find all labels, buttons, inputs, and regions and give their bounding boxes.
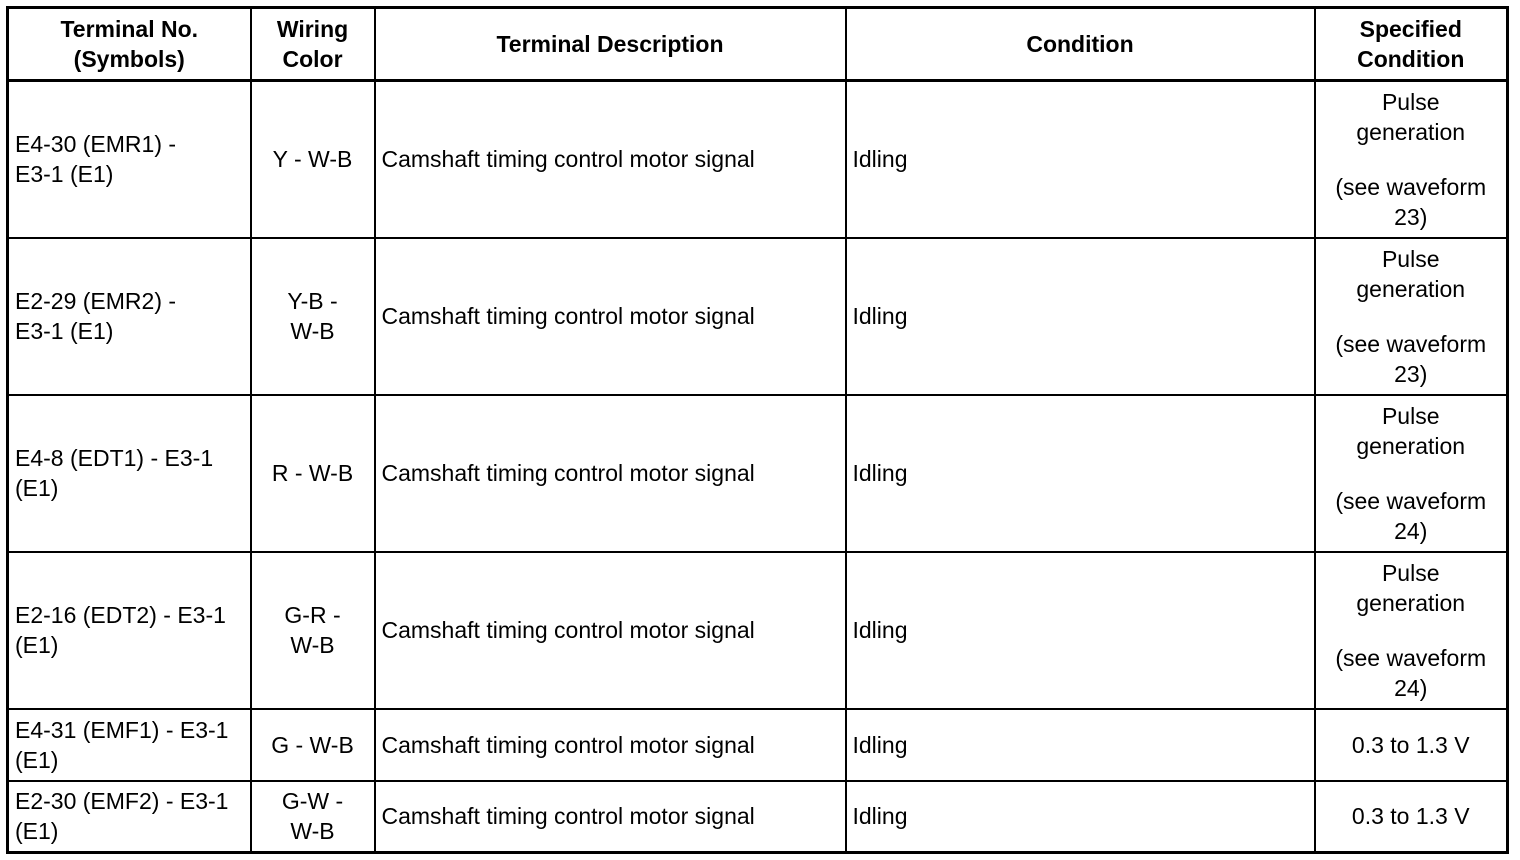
terminal-line2: (E1): [15, 632, 59, 658]
spec-line3: (see waveform: [1335, 644, 1487, 671]
spec-gap: [1322, 618, 1501, 643]
spec-line1: Pulse: [1381, 559, 1440, 586]
header-specified-line2: Condition: [1357, 46, 1465, 72]
terminal-cell: [8, 709, 251, 781]
terminal-cell: [8, 552, 251, 709]
wiring-cell: [251, 709, 375, 781]
description-cell: Camshaft timing control motor signal: [375, 552, 846, 709]
spec-gap: [1322, 147, 1501, 172]
terminal-cell: [8, 781, 251, 853]
terminal-line2: (E1): [15, 746, 59, 773]
spec-line4: 23): [1394, 203, 1428, 230]
table-row: [8, 709, 1508, 781]
spec-line1: Pulse: [1381, 88, 1440, 115]
header-wiring-color-line1: Wiring: [276, 16, 349, 42]
terminal-line1: E4-8 (EDT1) - E3-1: [15, 445, 214, 471]
terminal-spec-table: [6, 6, 1509, 854]
header-wiring-color-line2: Color: [282, 46, 343, 72]
specified-cell: [1315, 238, 1508, 395]
table-header-row: [8, 8, 1508, 81]
spec-line1: Pulse: [1381, 245, 1440, 272]
terminal-line2: (E1): [15, 475, 59, 501]
wiring-line1: G-W -: [281, 788, 344, 815]
terminal-cell: [8, 395, 251, 552]
table-row: [8, 781, 1508, 853]
spec-line2: generation: [1356, 589, 1466, 616]
header-specified-line1: Specified: [1359, 16, 1462, 42]
terminal-cell: [8, 81, 251, 238]
spec-line4: 24): [1394, 674, 1428, 701]
specified-cell: 0.3 to 1.3 V: [1315, 709, 1508, 781]
spec-line3: (see waveform: [1335, 330, 1487, 357]
spec-line3: (see waveform: [1335, 487, 1487, 514]
terminal-line1: E2-16 (EDT2) - E3-1: [15, 602, 226, 628]
header-condition: Condition: [846, 8, 1315, 81]
condition-cell: Idling: [846, 81, 1315, 238]
spec-line1: Pulse: [1381, 402, 1440, 429]
terminal-line1: E4-30 (EMR1) -: [15, 131, 177, 158]
wiring-line2: W-B: [290, 632, 335, 658]
wiring-cell: [251, 781, 375, 853]
condition-cell: Idling: [846, 238, 1315, 395]
description-cell: Camshaft timing control motor signal: [375, 395, 846, 552]
spec-line4: 23): [1394, 360, 1428, 387]
terminal-line2: E3-1 (E1): [15, 318, 114, 344]
condition-cell: Idling: [846, 552, 1315, 709]
description-cell: Camshaft timing control motor signal: [375, 781, 846, 853]
specified-cell: [1315, 395, 1508, 552]
wiring-line1: Y - W-B: [272, 146, 353, 173]
specified-cell: [1315, 552, 1508, 709]
header-terminal-no-line2: (Symbols): [73, 46, 185, 72]
wiring-line1: G-R -: [284, 602, 341, 628]
header-terminal-description: Terminal Description: [375, 8, 846, 81]
terminal-line1: E2-30 (EMF2) - E3-1: [15, 788, 229, 815]
specified-cell: 0.3 to 1.3 V: [1315, 781, 1508, 853]
wiring-cell: [251, 238, 375, 395]
table-row: [8, 552, 1508, 709]
header-specified-condition: [1315, 8, 1508, 81]
terminal-line1: E2-29 (EMR2) -: [15, 288, 177, 314]
table-row: [8, 395, 1508, 552]
description-cell: Camshaft timing control motor signal: [375, 709, 846, 781]
condition-cell: Idling: [846, 781, 1315, 853]
wiring-cell: [251, 395, 375, 552]
spec-line2: generation: [1356, 118, 1466, 145]
spec-gap: [1322, 304, 1501, 329]
condition-cell: Idling: [846, 709, 1315, 781]
description-cell: Camshaft timing control motor signal: [375, 81, 846, 238]
wiring-cell: [251, 81, 375, 238]
header-wiring-color: [251, 8, 375, 81]
table-row: [8, 81, 1508, 238]
wiring-line1: Y-B -: [287, 288, 338, 314]
spec-gap: [1322, 461, 1501, 486]
specified-cell: [1315, 81, 1508, 238]
spec-line4: 24): [1394, 517, 1428, 544]
spec-line2: generation: [1356, 432, 1466, 459]
wiring-line2: W-B: [290, 318, 335, 344]
description-cell: Camshaft timing control motor signal: [375, 238, 846, 395]
terminal-cell: [8, 238, 251, 395]
header-terminal-no: [8, 8, 251, 81]
wiring-cell: [251, 552, 375, 709]
wiring-line1: R - W-B: [271, 460, 354, 486]
spec-line3: (see waveform: [1335, 173, 1487, 200]
terminal-line1: E4-31 (EMF1) - E3-1: [15, 716, 229, 743]
wiring-line1: G - W-B: [271, 731, 354, 758]
terminal-line2: E3-1 (E1): [15, 161, 114, 188]
wiring-line2: W-B: [290, 818, 335, 845]
terminal-line2: (E1): [15, 818, 59, 845]
table-row: [8, 238, 1508, 395]
header-terminal-no-line1: Terminal No.: [60, 16, 199, 42]
spec-line2: generation: [1356, 275, 1466, 302]
condition-cell: Idling: [846, 395, 1315, 552]
